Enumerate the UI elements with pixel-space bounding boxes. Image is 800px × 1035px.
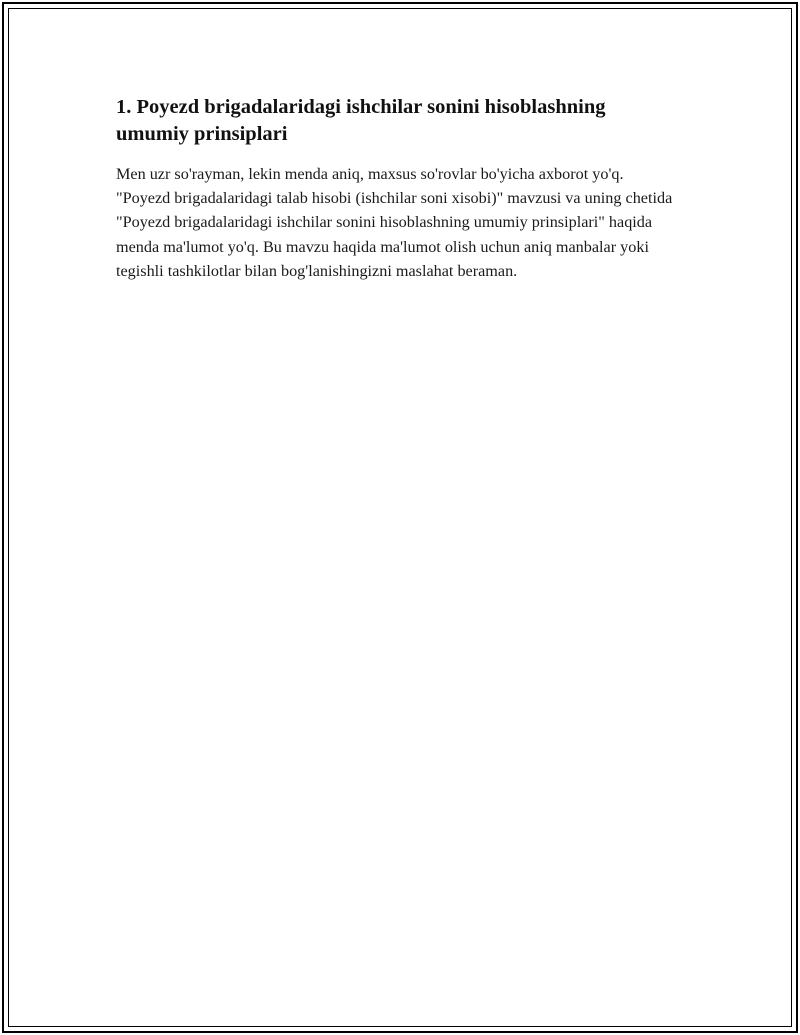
body-paragraph: Men uzr so'rayman, lekin menda aniq, maxsus so'rovlar bo'yicha axborot yo'q. "Poyezd brigadalaridagi talab hisobi (ishchilar soni xisobi)" mavzusi va uning chetida "Poyezd brigadalaridagi ishchilar sonini hisoblashning umumiy prinsiplari" haqida menda ma'lumot yo'q. Bu mavzu haqida ma'lumot olish uchun aniq manbalar yoki tegishli tashkilotlar bilan bog'lanishingizni maslahat beraman. [116,165,673,280]
section-heading: 1. Poyezd brigadalaridagi ishchilar sonini hisoblashning umumiy prinsiplari [116,96,606,145]
document-content [116,94,676,283]
